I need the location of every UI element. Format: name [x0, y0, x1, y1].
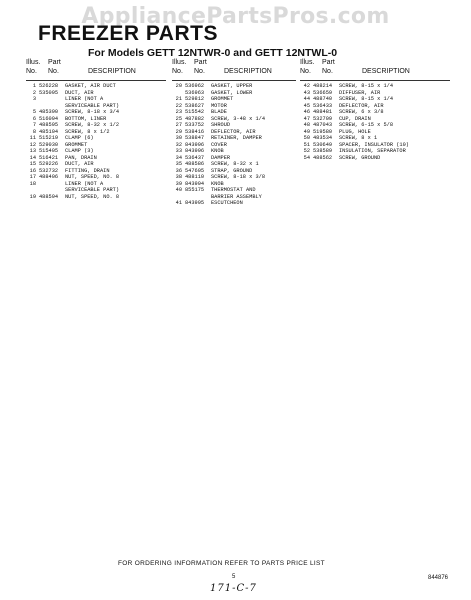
column-header	[300, 58, 450, 81]
part-description: SCREW, GROUND	[339, 154, 381, 161]
part-description: GASKET, UPPER	[211, 83, 253, 89]
illus-number: 20	[175, 83, 182, 89]
header-no: No.	[172, 68, 183, 75]
page-subtitle: For Models GETT 12NTWR-0 and GETT 12NTWL-0	[88, 47, 338, 59]
part-number: 843996	[185, 141, 205, 148]
part-description: CLAMP (3)	[65, 148, 94, 154]
part-description: GROMMET	[65, 141, 88, 148]
part-number: 483534	[313, 135, 333, 141]
part-number: 843994	[185, 180, 205, 187]
illus-number: 17	[29, 174, 36, 180]
part-description: SCREW, 8 x 1	[339, 135, 378, 141]
part-number: 487043	[313, 122, 333, 128]
part-number: 488594	[39, 193, 59, 200]
illus-number: 18	[29, 180, 36, 187]
part-description: SCREW, 6 x 3/8	[339, 109, 384, 115]
part-number: 532732	[39, 167, 59, 174]
part-description: KNOB	[211, 148, 224, 154]
illus-number: 34	[175, 154, 182, 161]
header-no: No.	[300, 68, 311, 75]
part-number: 516421	[39, 154, 59, 161]
part-number: 536659	[313, 89, 333, 96]
illus-number: 52	[303, 148, 310, 154]
header-illus: Illus.	[300, 59, 315, 66]
illus-number: 6	[32, 115, 36, 122]
part-description: SCREW, 8-15 x 1/4	[339, 83, 394, 89]
part-number: 536963	[185, 89, 205, 96]
part-number: 519580	[313, 128, 333, 135]
part-number: 488740	[313, 96, 333, 102]
header-description: DESCRIPTION	[362, 68, 410, 75]
illus-number: 2	[32, 89, 36, 96]
header-illus: Illus.	[26, 59, 41, 66]
illus-number: 48	[303, 122, 310, 128]
part-number: 488562	[313, 154, 333, 161]
illus-number: 35	[175, 161, 182, 167]
part-description: BOTTOM, LINER	[65, 115, 107, 122]
header-description: DESCRIPTION	[88, 68, 136, 75]
illus-number: 47	[303, 115, 310, 122]
part-number: 843996	[185, 148, 205, 154]
part-description: SCREW, 8-18 x 3/4	[65, 109, 120, 115]
part-description: RETAINER, DAMPER	[211, 135, 262, 141]
part-number: 488110	[185, 174, 205, 180]
part-description: SERVICEABLE PART)	[65, 102, 120, 109]
illus-number: 3	[32, 96, 36, 102]
part-description: SPACER, INSULATOR (10)	[339, 141, 409, 148]
illus-number: 49	[303, 128, 310, 135]
part-description: SCREW, 8-32 x 1/2	[65, 122, 120, 128]
illus-number: 30	[175, 135, 182, 141]
part-description: SERVICEABLE PART)	[65, 187, 120, 193]
illus-number: 1	[32, 83, 36, 89]
illus-number: 42	[303, 83, 310, 89]
illus-number: 50	[303, 135, 310, 141]
part-number: 530649	[313, 141, 333, 148]
parts-list	[26, 81, 166, 200]
watermark: AppliancePartsPros.com	[81, 4, 390, 29]
part-description: PAN, DRAIN	[65, 154, 97, 161]
part-number: 488406	[39, 174, 59, 180]
part-description: STRAP, GROUND	[211, 167, 253, 174]
part-number: 487882	[185, 115, 205, 122]
part-number: 535095	[39, 89, 59, 96]
part-description: DUCT, AIR	[65, 161, 94, 167]
part-description: CUP, DRAIN	[339, 115, 371, 122]
illus-number: 33	[175, 148, 182, 154]
illus-number: 13	[29, 148, 36, 154]
part-number: 538589	[313, 148, 333, 154]
illus-number: 25	[175, 115, 182, 122]
part-number: 536437	[185, 154, 205, 161]
part-number: 488214	[313, 83, 333, 89]
header-description: DESCRIPTION	[224, 68, 272, 75]
part-number: 533752	[185, 122, 205, 128]
illus-number: 22	[175, 102, 182, 109]
illus-number: 45	[303, 102, 310, 109]
header-illus: Illus.	[172, 59, 187, 66]
part-description: PLUG, HOLE	[339, 128, 371, 135]
illus-number: 12	[29, 141, 36, 148]
header-no2: No.	[194, 68, 205, 75]
parts-list	[300, 81, 450, 161]
part-description: NUT, SPEED, NO. 8	[65, 193, 120, 200]
illus-number: 8	[32, 128, 36, 135]
page-number: 5	[232, 574, 236, 580]
document-code: 844876	[428, 575, 449, 581]
part-number: 547605	[185, 167, 205, 174]
part-description: DIFFUSER, AIR	[339, 89, 381, 96]
part-number: 488595	[39, 122, 59, 128]
illus-number: 23	[175, 109, 182, 115]
header-no2: No.	[322, 68, 333, 75]
part-number: 529030	[39, 141, 59, 148]
part-description: DAMPER	[211, 154, 231, 161]
part-number: 538627	[185, 102, 205, 109]
part-number: 526228	[39, 83, 59, 89]
part-number: 532709	[313, 115, 333, 122]
illus-number: 44	[303, 96, 310, 102]
part-description: GASKET, AIR DUCT	[65, 83, 116, 89]
part-description: THERMOSTAT AND	[211, 187, 256, 193]
part-row	[300, 155, 450, 162]
illus-number: 36	[175, 167, 182, 174]
part-description: BARRIER ASSEMBLY	[211, 193, 262, 200]
illus-number: 21	[175, 96, 182, 102]
part-description: MOTOR	[211, 102, 227, 109]
illus-number: 14	[29, 154, 36, 161]
part-description: LINER (NOT A	[65, 96, 104, 102]
part-row	[172, 200, 296, 207]
part-number: 488481	[313, 109, 333, 115]
part-description: INSULATION, SEPARATOR	[339, 148, 406, 154]
part-number: 536433	[313, 102, 333, 109]
part-number: 515542	[185, 109, 205, 115]
column-header	[26, 58, 166, 81]
parts-column-3	[300, 58, 450, 161]
part-description: FITTING, DRAIN	[65, 167, 110, 174]
part-description: LINER (NOT A	[65, 180, 104, 187]
part-number: 485390	[39, 109, 59, 115]
illus-number: 51	[303, 141, 310, 148]
illus-number: 27	[175, 122, 182, 128]
illus-number: 16	[29, 167, 36, 174]
part-number: 488586	[185, 161, 205, 167]
header-part: Part	[48, 59, 61, 66]
illus-number: 38	[175, 174, 182, 180]
illus-number: 5	[32, 109, 36, 115]
part-description: SCREW, 8 x 1/2	[65, 128, 110, 135]
part-description: SCREW, 6-15 x 5/8	[339, 122, 394, 128]
parts-column-2	[172, 58, 296, 207]
part-description: DUCT, AIR	[65, 89, 94, 96]
header-part: Part	[194, 59, 207, 66]
column-header	[172, 58, 296, 81]
part-number: 538847	[185, 135, 205, 141]
part-number: 516094	[39, 115, 59, 122]
parts-column-1	[26, 58, 166, 200]
part-number: 855175	[185, 187, 205, 193]
part-number: 536962	[185, 83, 205, 89]
part-number: 538416	[185, 128, 205, 135]
part-description: SCREW, 8-15 x 1/4	[339, 96, 394, 102]
illus-number: 7	[32, 122, 36, 128]
illus-number: 43	[303, 89, 310, 96]
illus-number: 11	[29, 135, 36, 141]
illus-number: 29	[175, 128, 182, 135]
part-number: 529226	[39, 161, 59, 167]
part-description: SHROUD	[211, 122, 231, 128]
part-description: COVER	[211, 141, 227, 148]
illus-number: 40	[175, 187, 182, 193]
illus-number: 54	[303, 154, 310, 161]
illus-number: 46	[303, 109, 310, 115]
part-row	[26, 194, 166, 201]
part-description: DEFLECTOR, AIR	[211, 128, 256, 135]
header-no: No.	[26, 68, 37, 75]
part-description: ESCUTCHEON	[211, 200, 243, 206]
part-description: CLAMP (6)	[65, 135, 94, 141]
handwritten-note: 171-C-7	[210, 583, 257, 594]
part-number: 515405	[39, 148, 59, 154]
part-description: KNOB	[211, 180, 224, 187]
ordering-note: FOR ORDERING INFORMATION REFER TO PARTS PRICE LIST	[118, 560, 325, 567]
part-description: DEFLECTOR, AIR	[339, 102, 384, 109]
header-no2: No.	[48, 68, 59, 75]
part-description: GROMMET	[211, 96, 234, 102]
illus-number: 39	[175, 180, 182, 187]
page-title: FREEZER PARTS	[38, 22, 218, 45]
part-number: 515219	[39, 135, 59, 141]
part-description: NUT, SPEED, NO. 8	[65, 174, 120, 180]
part-number: 529812	[185, 96, 205, 102]
header-part: Part	[322, 59, 335, 66]
part-number: 485104	[39, 128, 59, 135]
part-description: BLADE	[211, 109, 227, 115]
part-description: GASKET, LOWER	[211, 89, 253, 96]
part-description: SCREW, 8-32 x 1	[211, 161, 259, 167]
part-number: 843995	[185, 200, 205, 206]
illus-number: 15	[29, 161, 36, 167]
illus-number: 41	[175, 200, 182, 206]
illus-number: 32	[175, 141, 182, 148]
illus-number: 19	[29, 193, 36, 200]
parts-list	[172, 81, 296, 207]
part-description: SCREW, 8-18 x 3/8	[211, 174, 266, 180]
part-description: SCREW, 3-48 x 1/4	[211, 115, 266, 122]
